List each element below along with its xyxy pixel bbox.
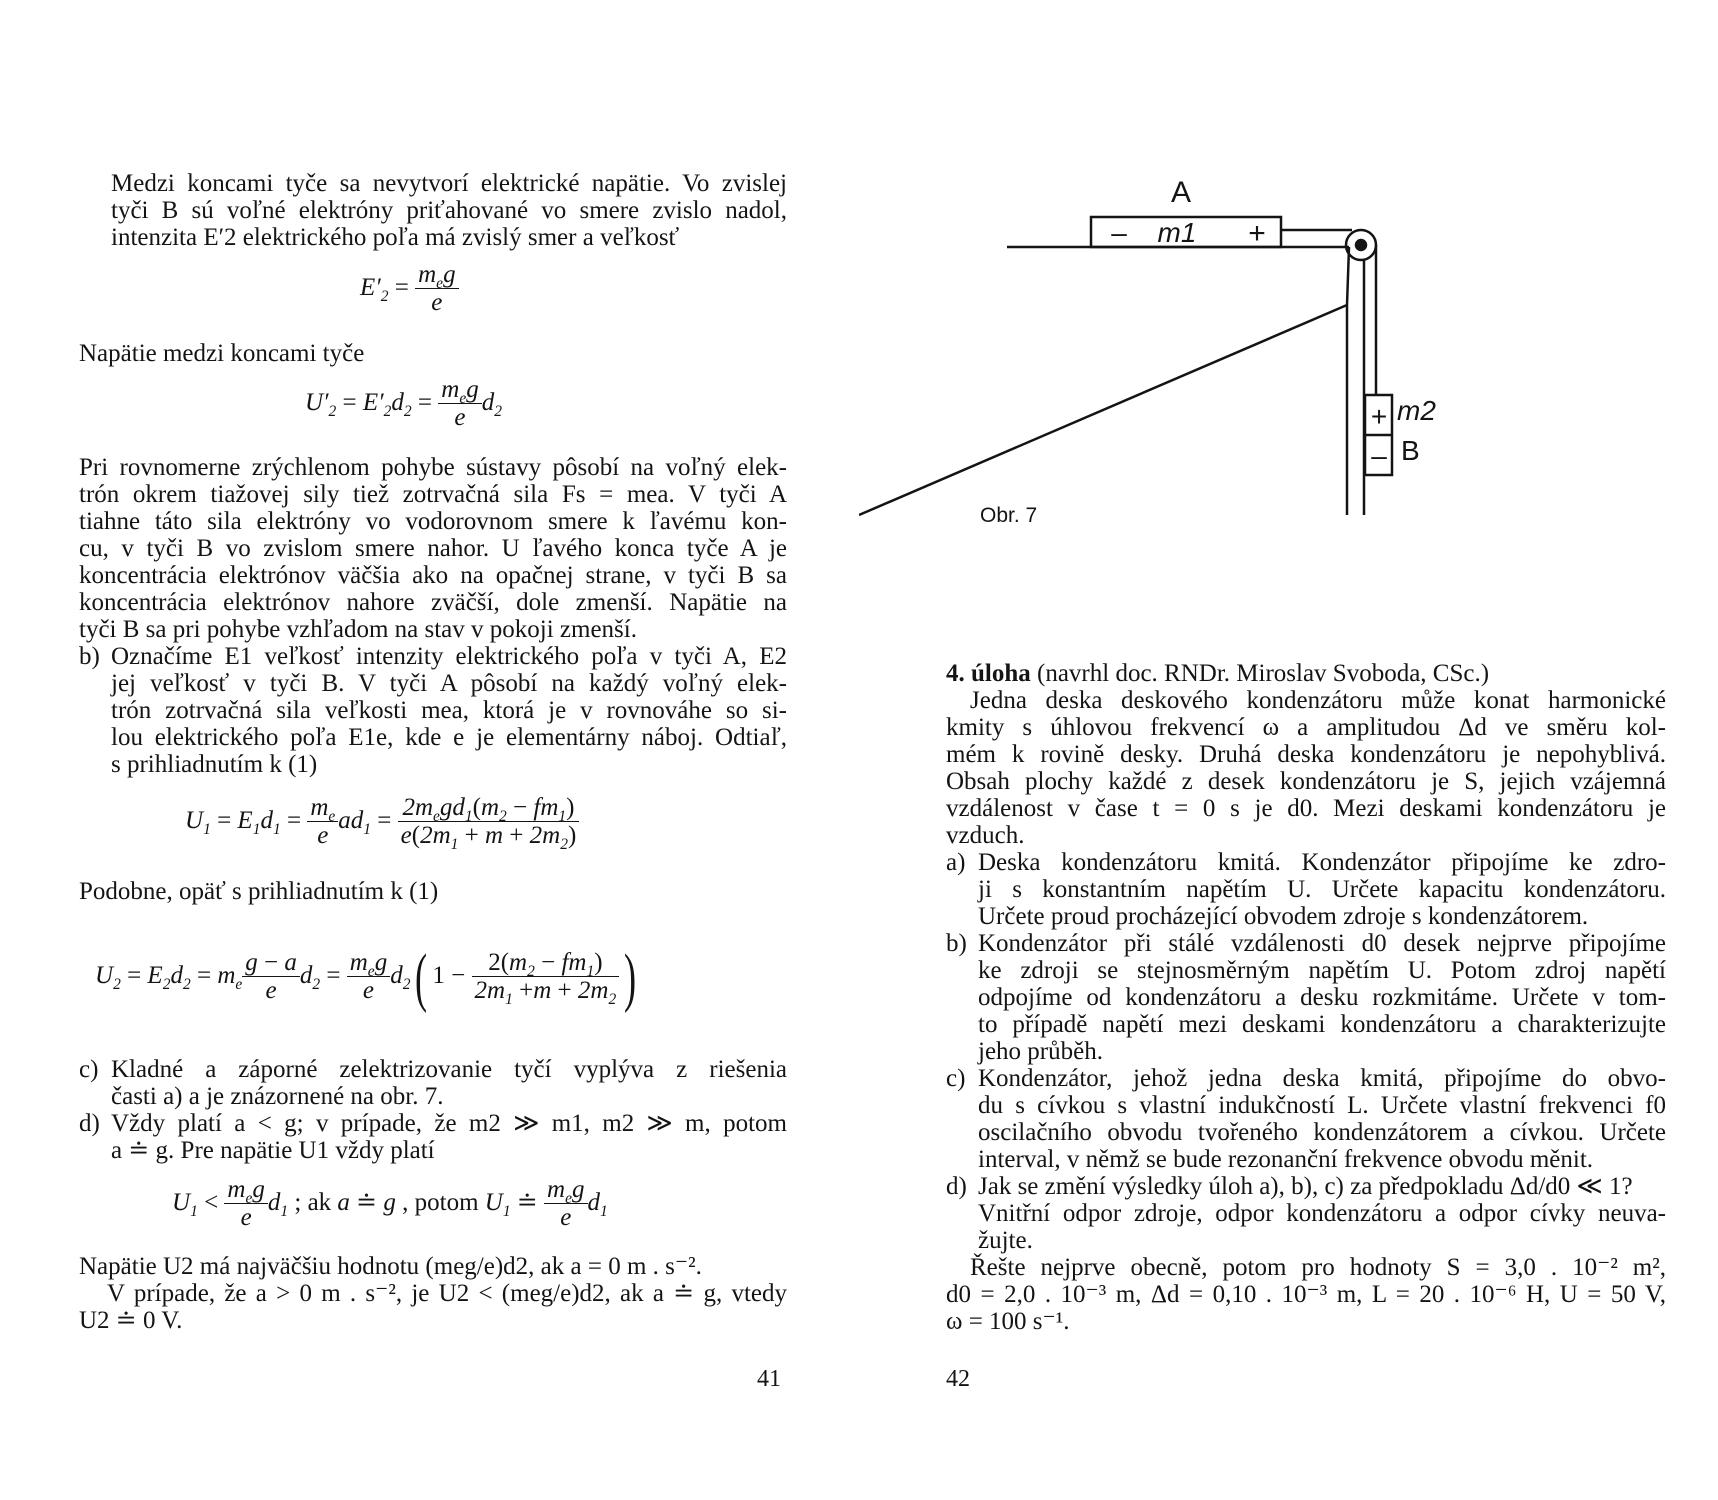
text-line: lou elektrického poľa E1e, kde e je elementárny náboj. Odtiaľ,	[111, 724, 787, 751]
text-line: Deska kondenzátoru kmitá. Kondenzátor připojíme ke zdro-	[978, 849, 1666, 876]
figure-m1-text: m1	[1157, 217, 1197, 248]
figure-minus-a: –	[1111, 217, 1127, 248]
item-label: b)	[946, 930, 967, 957]
text-line: du s cívkou s vlastní indukčností L. Určete vlastní frekvenci f0	[978, 1092, 1666, 1119]
equation-u1: $U_1 = E_1d_1$ = $\frac{m_e}{e}$ $ad_1$ = $\frac{2m_egd_1(m_2 - fm_1)}{e(2m_1 + m + 2m_2)}$	[185, 795, 579, 850]
item-label: b)	[79, 643, 100, 670]
task-item-a	[946, 849, 1666, 930]
text-line: Označíme E1 veľkosť intenzity elektrického poľa v tyči A, E2	[111, 643, 787, 670]
item-label: a)	[946, 849, 966, 876]
text-line: oscilačního obvodu tvořeného kondenzátorem a cívkou. Určete	[978, 1119, 1666, 1146]
figure-caption: Obr. 7	[980, 504, 1038, 527]
right-page	[859, 0, 1718, 1500]
text-line: trón zotrvačná sila veľkosti mea, ktorá je v rovnováhe so si-	[111, 697, 787, 724]
text-line: mém k rovině desky. Druhá deska kondenzátoru je nepohyblivá.	[946, 741, 1666, 768]
fraction: $\frac{m_eg}{e}$	[415, 262, 458, 317]
page-number: 41	[757, 1366, 781, 1392]
text-line: tyči B sa pri pohybe vzhľadom na stav v pokoji zmenší.	[79, 616, 637, 643]
equation-e2-prime: $E'_2$ = $\frac{m_eg}{e}$	[360, 262, 459, 317]
task-title: 4. úloha	[946, 660, 1031, 687]
fraction: $\frac{2m_egd_1(m_2 - fm_1)}{e(2m_1 + m + 2m_2)}$	[398, 795, 580, 850]
figure-plus-b: +	[1370, 401, 1388, 432]
text-line: žujte.	[978, 1227, 1033, 1254]
text-line: tyči B sú voľné elektróny priťahované vo smere zvislo nadol,	[111, 197, 787, 224]
text-line: kmity s úhlovou frekvencí ω a amplitudou Δd ve směru kol-	[946, 714, 1666, 741]
text-line: Řešte nejprve obecně, potom pro hodnoty S = 3,0 . 10⁻² m²,	[970, 1254, 1666, 1281]
fraction: $\frac{m_eg}{e}$	[544, 1177, 587, 1232]
text-line: odpojíme od kondenzátoru a desku rozkmitáme. Určete v tom-	[978, 984, 1666, 1011]
fraction: $\frac{m_eg}{e}$	[224, 1177, 267, 1232]
figure-label-a: A	[1170, 176, 1192, 209]
text-line: Vždy platí a < g; v prípade, že m2 ≫ m1, m2 ≫ m, potom	[111, 1110, 787, 1137]
text-line: koncentrácia elektrónov nahore zväčší, dole zmenší. Napätie na	[79, 589, 787, 616]
fraction: $\frac{m_e}{e}$	[307, 795, 338, 850]
task-heading	[946, 660, 1489, 687]
task-author: (navrhl doc. RNDr. Miroslav Svoboda, CSc.)	[1030, 660, 1490, 687]
text-line: koncentrácia elektrónov väčšia ako na opačnej strane, v tyči B sa	[79, 562, 787, 589]
text-line: ke zdroji se stejnosměrným napětím U. Potom zdroj napětí	[978, 957, 1666, 984]
text-line: Pri rovnomerne zrýchlenom pohybe sústavy pôsobí na voľný elek-	[79, 454, 787, 481]
text-line: trón okrem tiažovej sily tiež zotrvačná sila Fs = mea. V tyči A	[79, 481, 787, 508]
figure-plus-a: +	[1248, 217, 1266, 250]
text-line: ω = 100 s⁻¹.	[946, 1308, 1070, 1335]
text-line: ji s konstantním napětím U. Určete kapacitu kondenzátoru.	[978, 876, 1666, 903]
text-line: cu, v tyči B vo zvislom smere nahor. U ľavého konca tyče A je	[79, 535, 787, 562]
text-line: V prípade, že a > 0 m . s⁻², je U2 < (meg/e)d2, ak a ≐ g, vtedy	[107, 1280, 787, 1307]
text-line: U2 ≐ 0 V.	[79, 1307, 183, 1334]
text-line: interval, v němž se bude rezonanční frekvence obvodu měnit.	[978, 1146, 1594, 1173]
fraction: $\frac{m_eg}{e}$	[438, 377, 481, 432]
figure-diagram	[859, 160, 1718, 520]
item-c	[79, 1056, 787, 1112]
text-line: s prihliadnutím k (1)	[111, 751, 318, 778]
inertial-force-paragraph	[79, 454, 787, 643]
intro-paragraph	[111, 170, 787, 251]
equation-u1-inequality: $U_1$ < $\frac{m_eg}{e}$ $d_1$ ; ak a ≐ g , potom $U_1$ ≐ $\frac{m_eg}{e}$ $d_1$	[172, 1176, 608, 1231]
item-b	[79, 643, 787, 783]
text-line: a ≐ g. Pre napätie U1 vždy platí	[111, 1137, 435, 1164]
text-line: Kondenzátor při stálé vzdálenosti d0 desek nejprve připojíme	[978, 930, 1666, 957]
text-line: to případě napětí mezi deskami kondenzátoru a charakterizujte	[978, 1011, 1666, 1038]
task-closing	[946, 1254, 1666, 1335]
text-line: časti a) a je znázornené na obr. 7.	[111, 1083, 444, 1110]
text-line: Kladné a záporné zelektrizovanie tyčí vyplýva z riešenia	[111, 1056, 787, 1083]
figure-label-m1	[1158, 217, 1197, 248]
text-line: vzdálenost v čase t = 0 s je d0. Mezi deskami kondenzátoru je	[946, 795, 1666, 822]
podobne-line: Podobne, opäť s prihliadnutím k (1)	[79, 878, 439, 905]
text-line: tiahne táto sila elektróny vo vodorovnom smere k ľavému kon-	[79, 508, 787, 535]
item-label: c)	[79, 1056, 99, 1083]
task-item-b	[946, 930, 1666, 1065]
text-line: Jak se změní výsledky úloh a), b), c) za předpokladu Δd/d0 ≪ 1?	[978, 1173, 1633, 1200]
text-line: Napätie U2 má najväčšiu hodnotu (meg/e)d2, ak a = 0 m . s⁻².	[79, 1253, 702, 1280]
text-line: d0 = 2,0 . 10⁻³ m, Δd = 0,10 . 10⁻³ m, L = 20 . 10⁻⁶ H, U = 50 V,	[946, 1281, 1666, 1308]
text-line: Medzi koncami tyče sa nevytvorí elektrické napätie. Vo zvislej	[111, 170, 787, 197]
final-paragraph	[79, 1253, 787, 1334]
figure-label-b: B	[1401, 435, 1420, 466]
text-line: intenzita E′2 elektrického poľa má zvislý smer a veľkosť	[111, 224, 680, 251]
item-d	[79, 1110, 787, 1166]
text-line: Určete proud procházející obvodem zdroje s kondenzátorem.	[978, 903, 1589, 930]
text-line: vzduch.	[946, 822, 1025, 849]
text-line: Kondenzátor, jehož jedna deska kmitá, připojíme do obvo-	[978, 1065, 1666, 1092]
item-label: d)	[946, 1173, 967, 1200]
text-line: jeho průběh.	[978, 1038, 1103, 1065]
text-line: jej veľkosť v tyči B. V tyči A pôsobí na každý voľný elek-	[111, 670, 787, 697]
fraction: $\frac{g - a}{e}$	[242, 950, 300, 1005]
figure-minus-b: –	[1371, 440, 1387, 471]
figure-label-m2: m2	[1397, 395, 1436, 426]
equation-u2: $U_2 = E_2d_2 = m_e$ $\frac{g - a}{e}$ $d_2$ = $\frac{m_eg}{e}$ $d_2$( 1 − $\frac{2(m_2 - fm_1)}{2m_1 +m + 2m_2}$ )	[95, 941, 637, 1014]
text-line: Obsah plochy každé z desek kondenzátoru je S, jejich vzájemná	[946, 768, 1666, 795]
item-label: c)	[946, 1065, 966, 1092]
napatie-label: Napätie medzi koncami tyče	[79, 340, 365, 367]
equation-u2-prime: $U'_2 = E'_2d_2$ = $\frac{m_eg}{e}$ $d_2$	[305, 376, 502, 431]
item-label: d)	[79, 1110, 100, 1137]
page-number: 42	[946, 1366, 970, 1392]
task-item-c	[946, 1065, 1666, 1173]
text-line: Vnitřní odpor zdroje, odpor kondenzátoru a odpor cívky neuva-	[978, 1200, 1666, 1227]
fraction: $\frac{m_eg}{e}$	[347, 950, 390, 1005]
text-line: Jedna deska deskového kondenzátoru může konat harmonické	[970, 687, 1666, 714]
fraction: $\frac{2(m_2 - fm_1)}{2m_1 +m + 2m_2}$	[472, 950, 620, 1005]
task-intro	[946, 687, 1666, 849]
task-item-d	[946, 1173, 1666, 1254]
